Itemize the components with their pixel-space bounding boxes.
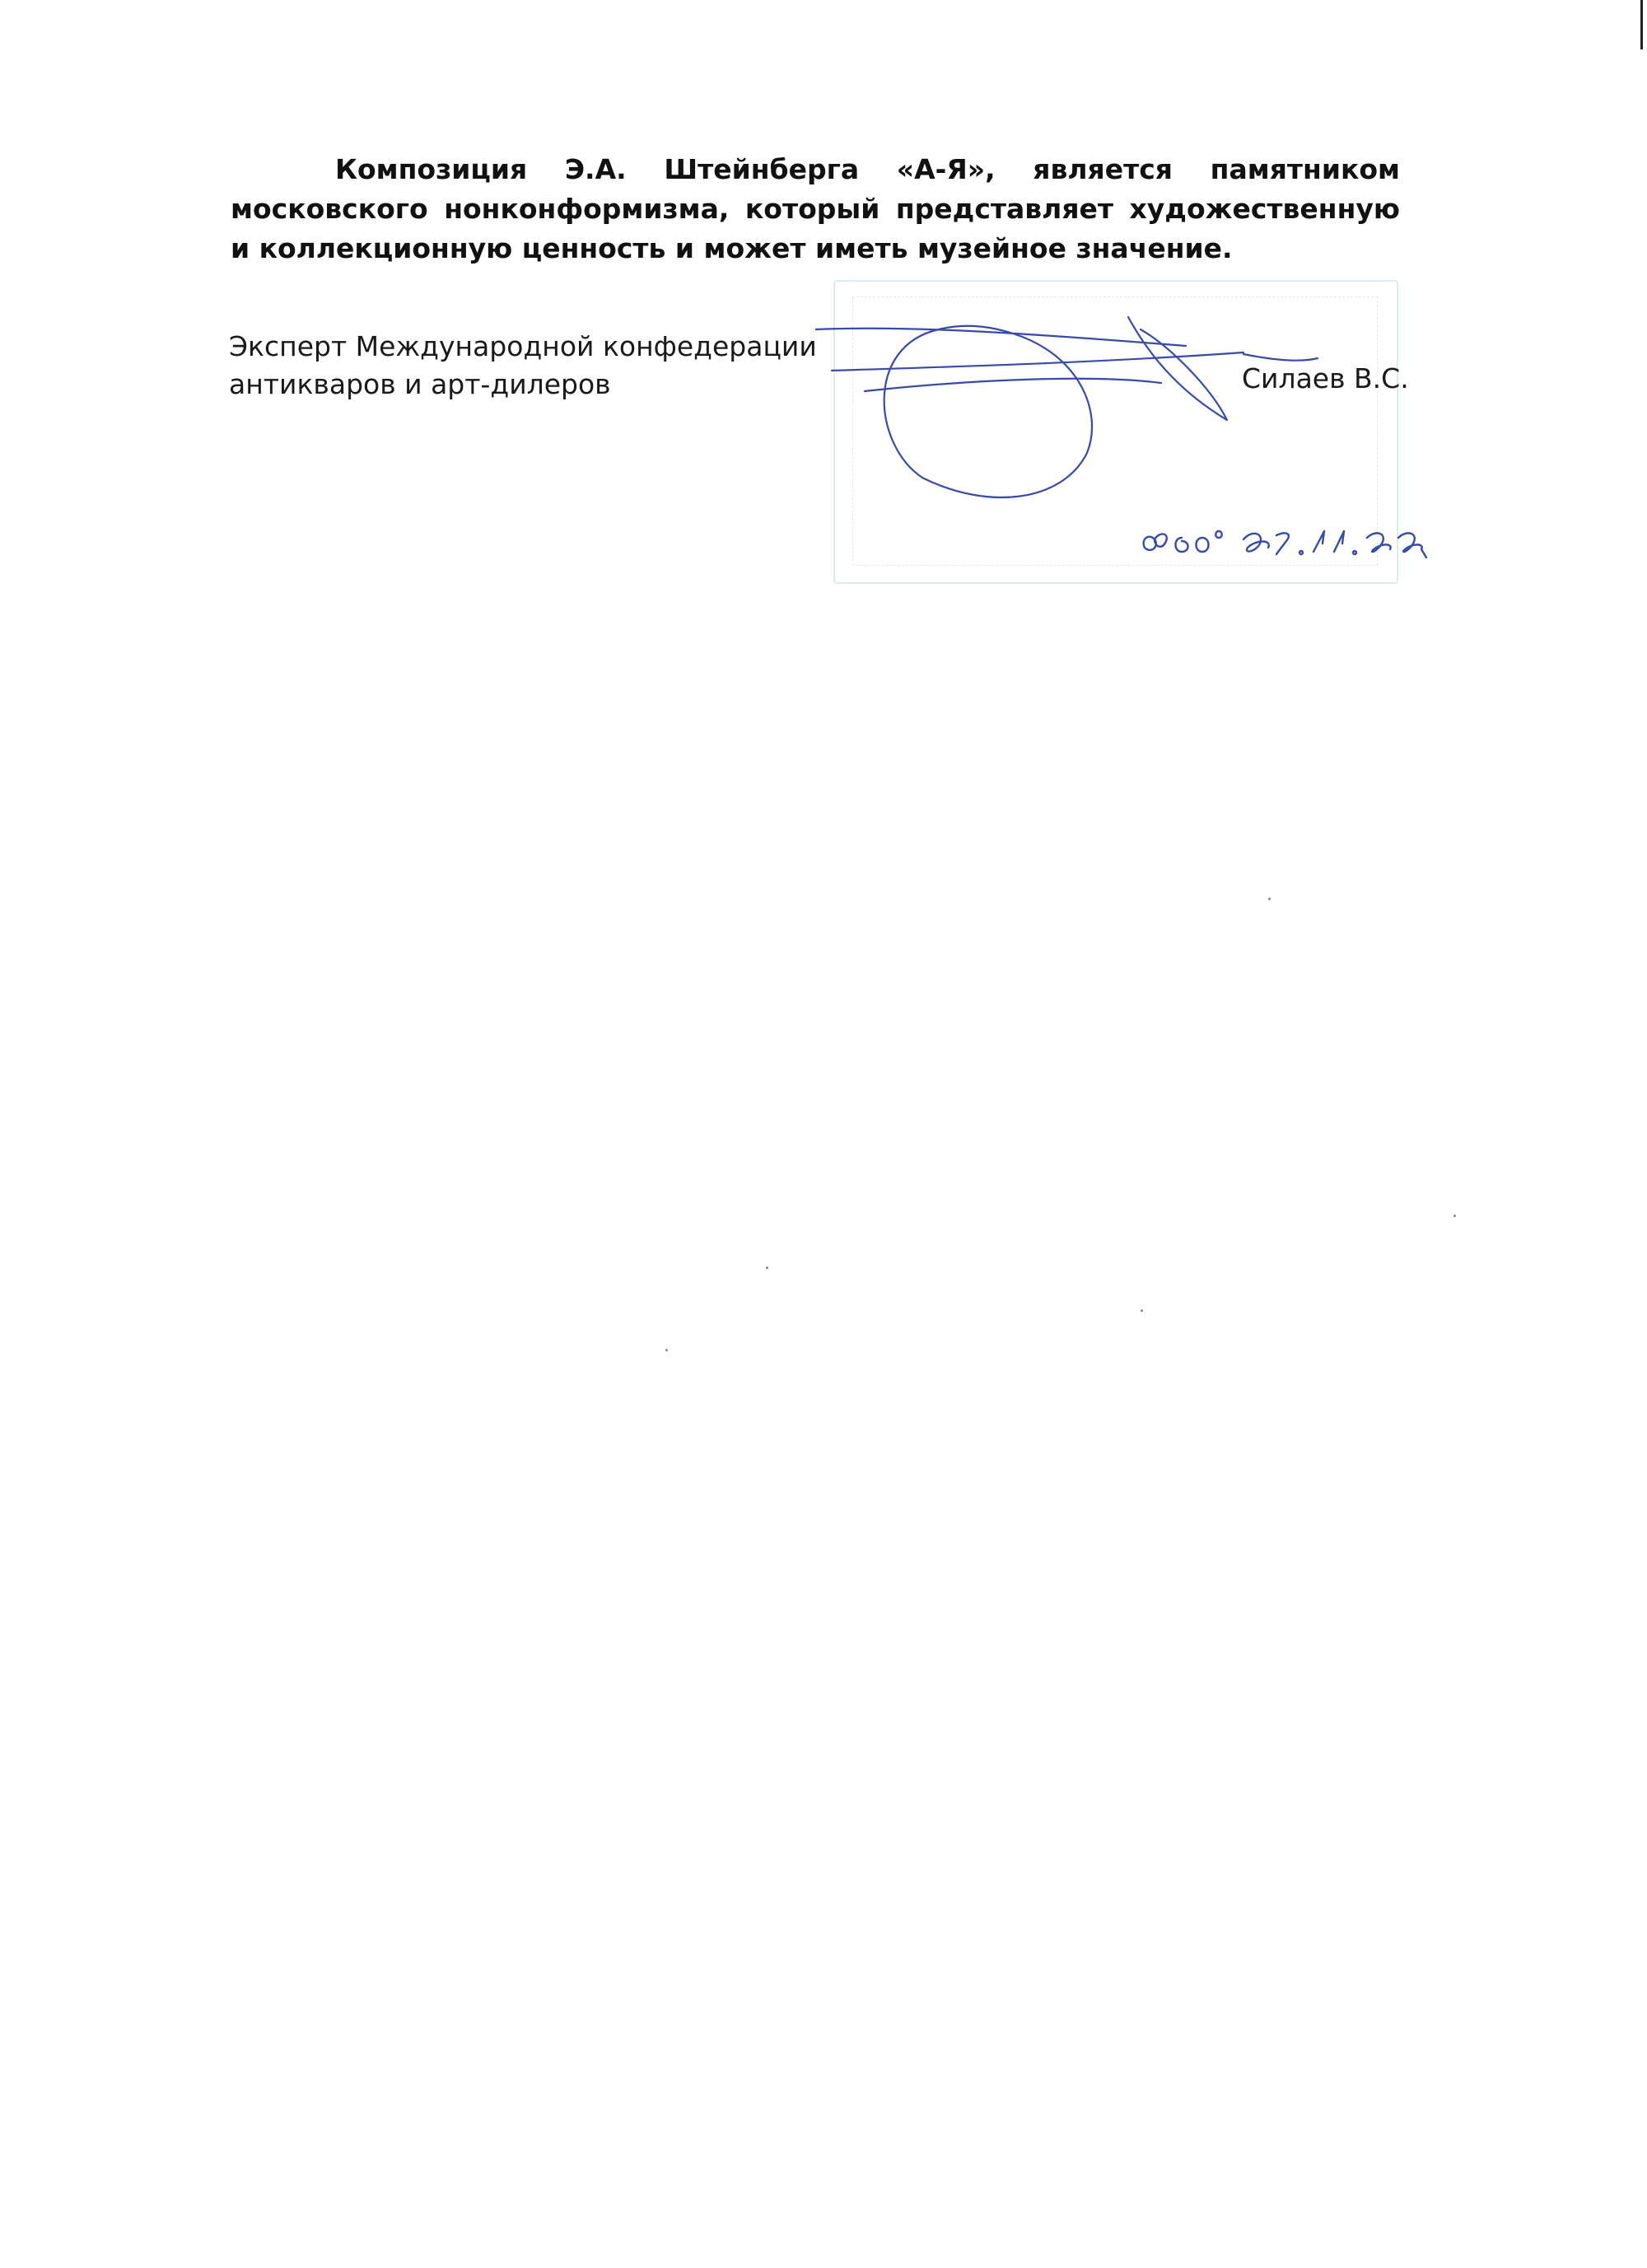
scan-speck bbox=[665, 1349, 668, 1351]
scan-speck bbox=[766, 1267, 768, 1269]
signer-name: Силаев В.С. bbox=[1242, 362, 1409, 394]
scan-speck bbox=[1268, 898, 1271, 900]
statement-paragraph: Композиция Э.А. Штейнберга «А-Я», является памятником московского нонконформизма, который представляет художественную и коллекционную ценность и может иметь музейное значение. bbox=[231, 153, 1400, 264]
signer-title-block bbox=[229, 328, 817, 404]
scan-edge-mark bbox=[1640, 0, 1643, 49]
signer-title-line-1: Эксперт Международной конфедерации bbox=[229, 330, 817, 362]
signer-title-line-2: антикваров и арт-дилеров bbox=[229, 368, 611, 400]
scan-speck bbox=[1453, 1215, 1456, 1217]
handwritten-date bbox=[1136, 506, 1466, 572]
scan-speck bbox=[1141, 1309, 1143, 1312]
